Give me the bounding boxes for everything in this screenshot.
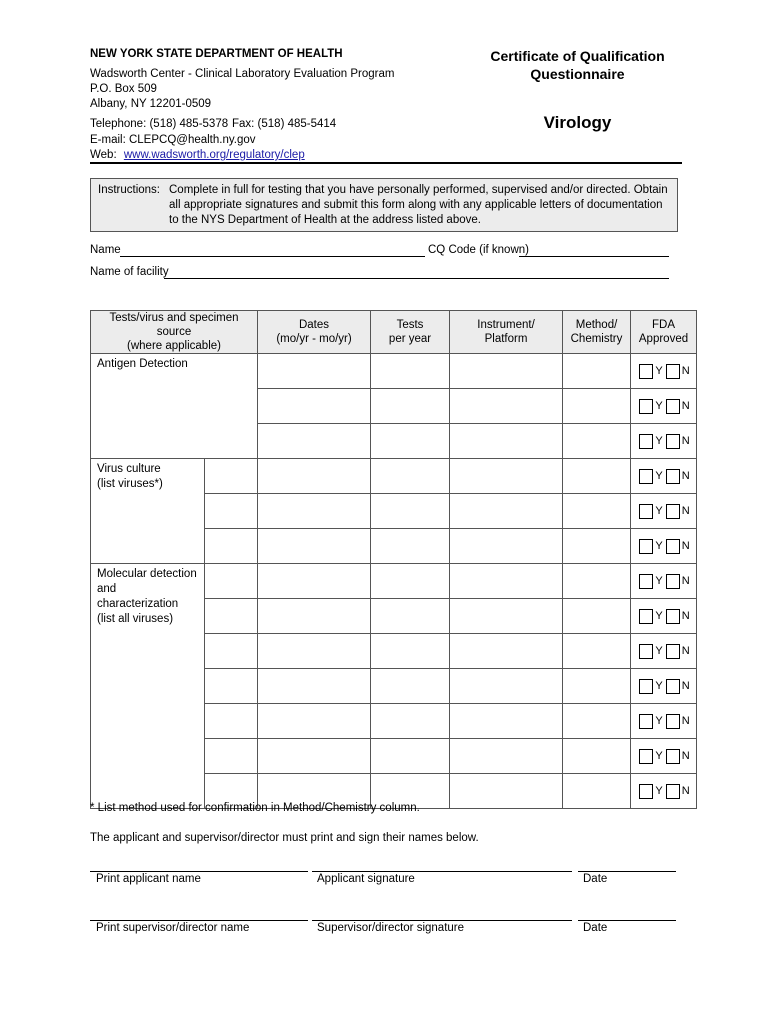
fda-cell [631,599,697,634]
per-year-cell[interactable] [371,564,450,599]
per-year-cell[interactable] [371,389,450,424]
fda-approved-choice [631,749,696,764]
per-year-cell[interactable] [371,494,450,529]
fda-cell [631,529,697,564]
fda-approved-choice [631,504,696,519]
subject-title: Virology [543,113,612,132]
header-tests: Tests/virus and specimen source (where applicable) [91,311,258,354]
table-row [91,564,697,599]
supervisor-date-line[interactable] [578,920,676,921]
certificate-title-line1: Certificate of Qualification [490,48,665,64]
fda-yes-checkbox[interactable] [639,574,653,589]
fda-yes-checkbox[interactable] [639,784,653,799]
applicant-signature-label: Applicant signature [317,873,415,885]
web-link[interactable]: www.wadsworth.org/regulatory/clep [123,149,305,161]
dates-cell[interactable] [258,669,371,704]
fda-yes-label: Y [655,575,663,587]
fda-yes-label: Y [655,750,663,762]
fda-yes-checkbox[interactable] [639,749,653,764]
fda-no-label: N [681,680,690,692]
dates-cell[interactable] [258,354,371,389]
telephone: Telephone: (518) 485-5378 [90,118,229,130]
fda-cell [631,354,697,389]
fda-yes-label: Y [655,470,663,482]
email: E-mail: CLEPCQ@health.ny.gov [90,134,256,146]
fda-no-checkbox[interactable] [666,644,680,659]
instrument-cell[interactable] [450,494,563,529]
fda-yes-checkbox[interactable] [639,679,653,694]
fda-yes-label: Y [655,785,663,797]
header-tests-per-year: Tests per year [371,311,450,354]
agency-name: NEW YORK STATE DEPARTMENT OF HEALTH [90,48,343,60]
fda-no-label: N [681,505,690,517]
header-method: Method/ Chemistry [563,311,631,354]
method-cell[interactable] [563,634,631,669]
testing-table [90,310,697,809]
fda-no-label: N [681,400,690,412]
dates-cell[interactable] [258,529,371,564]
fda-approved-choice [631,364,696,379]
fda-cell [631,704,697,739]
instrument-cell[interactable] [450,354,563,389]
fda-no-label: N [681,645,690,657]
fda-approved-choice [631,539,696,554]
method-cell[interactable] [563,529,631,564]
fda-cell [631,564,697,599]
instrument-cell[interactable] [450,739,563,774]
instructions-label: Instructions: [98,184,160,196]
instrument-cell[interactable] [450,599,563,634]
dates-cell[interactable] [258,389,371,424]
fda-yes-checkbox[interactable] [639,434,653,449]
fda-no-label: N [681,365,690,377]
fax: Fax: (518) 485-5414 [232,118,337,130]
fda-yes-label: Y [655,400,663,412]
fda-yes-checkbox[interactable] [639,399,653,414]
fda-cell [631,494,697,529]
applicant-signature-line[interactable] [312,871,572,872]
fda-yes-checkbox[interactable] [639,609,653,624]
fda-cell [631,424,697,459]
per-year-cell[interactable] [371,459,450,494]
fda-cell [631,739,697,774]
fda-no-label: N [681,750,690,762]
facility-label: Name of facility [90,266,169,278]
fda-yes-label: Y [655,505,663,517]
city-address: Albany, NY 12201-0509 [90,98,212,110]
method-cell[interactable] [563,704,631,739]
fda-no-label: N [681,435,690,447]
fda-yes-checkbox[interactable] [639,644,653,659]
header-fda-approved: FDA Approved [631,311,697,354]
fda-approved-choice [631,644,696,659]
fda-no-checkbox[interactable] [666,399,680,414]
fda-yes-checkbox[interactable] [639,364,653,379]
fda-cell [631,634,697,669]
applicant-name-label: Print applicant name [96,873,201,885]
fda-yes-checkbox[interactable] [639,504,653,519]
name-label: Name [90,244,121,256]
fda-no-label: N [681,575,690,587]
virus-cell[interactable] [205,634,258,669]
dates-cell[interactable] [258,424,371,459]
header-instrument: Instrument/ Platform [450,311,563,354]
virus-cell[interactable] [205,739,258,774]
instrument-cell[interactable] [450,389,563,424]
fda-no-checkbox[interactable] [666,784,680,799]
table-row [91,354,697,389]
supervisor-signature-label: Supervisor/director signature [317,922,465,934]
group-molecular-detection: Molecular detection and characterization (list all viruses) [91,564,205,809]
method-cell[interactable] [563,424,631,459]
fda-no-label: N [681,785,690,797]
instrument-cell[interactable] [450,669,563,704]
fda-cell [631,389,697,424]
po-box: P.O. Box 509 [90,83,157,95]
header-divider [90,162,682,164]
fda-no-label: N [681,715,690,727]
center-name: Wadsworth Center - Clinical Laboratory Evaluation Program [90,68,395,80]
cq-code-label: CQ Code (if known) [428,244,529,256]
fda-yes-label: Y [655,645,663,657]
applicant-date-label: Date [583,873,608,885]
per-year-cell[interactable] [371,634,450,669]
instructions-box [90,178,678,232]
sign-instruction: The applicant and supervisor/director must print and sign their names below. [90,832,479,844]
fda-yes-checkbox[interactable] [639,469,653,484]
fda-cell [631,459,697,494]
dates-cell[interactable] [258,494,371,529]
footnote: * List method used for confirmation in Method/Chemistry column. [90,802,420,814]
dates-cell[interactable] [258,634,371,669]
name-input[interactable] [120,256,425,257]
fda-yes-checkbox[interactable] [639,539,653,554]
per-year-cell[interactable] [371,354,450,389]
per-year-cell[interactable] [371,669,450,704]
fda-approved-choice [631,434,696,449]
method-cell[interactable] [563,774,631,809]
virus-cell[interactable] [205,669,258,704]
applicant-name-line[interactable] [90,871,308,872]
fda-approved-choice [631,469,696,484]
facility-input[interactable] [164,278,669,279]
instructions-text: Complete in full for testing that you have personally performed, supervised and/or directed. Obtain all appropriate signatures and submit this form along with any applicable letters of documentation to the NYS Department of Health at the address listed above. [169,184,668,226]
fda-approved-choice [631,399,696,414]
dates-cell[interactable] [258,459,371,494]
dates-cell[interactable] [258,704,371,739]
fda-no-checkbox[interactable] [666,504,680,519]
fda-no-checkbox[interactable] [666,609,680,624]
method-cell[interactable] [563,739,631,774]
fda-approved-choice [631,609,696,624]
per-year-cell[interactable] [371,739,450,774]
virus-cell[interactable] [205,529,258,564]
instrument-cell[interactable] [450,704,563,739]
fda-approved-choice [631,714,696,729]
fda-no-checkbox[interactable] [666,574,680,589]
supervisor-date-label: Date [583,922,608,934]
per-year-cell[interactable] [371,704,450,739]
dates-cell[interactable] [258,599,371,634]
fda-no-checkbox[interactable] [666,434,680,449]
web-label: Web: [90,149,117,161]
instrument-cell[interactable] [450,459,563,494]
fda-no-checkbox[interactable] [666,364,680,379]
fda-yes-label: Y [655,435,663,447]
instrument-cell[interactable] [450,529,563,564]
fda-no-checkbox[interactable] [666,714,680,729]
method-cell[interactable] [563,599,631,634]
certificate-title-line2: Questionnaire [530,66,625,82]
fda-approved-choice [631,784,696,799]
fda-no-checkbox[interactable] [666,539,680,554]
instrument-cell[interactable] [450,564,563,599]
method-cell[interactable] [563,494,631,529]
virus-cell[interactable] [205,599,258,634]
method-cell[interactable] [563,354,631,389]
fda-yes-label: Y [655,610,663,622]
virus-cell[interactable] [205,459,258,494]
fda-yes-label: Y [655,540,663,552]
per-year-cell[interactable] [371,599,450,634]
fda-cell [631,774,697,809]
fda-approved-choice [631,679,696,694]
table-header-row [91,311,697,354]
fda-no-label: N [681,610,690,622]
virus-cell[interactable] [205,704,258,739]
fda-no-label: N [681,470,690,482]
instrument-cell[interactable] [450,634,563,669]
method-cell[interactable] [563,669,631,704]
fda-no-checkbox[interactable] [666,749,680,764]
dates-cell[interactable] [258,739,371,774]
fda-no-checkbox[interactable] [666,469,680,484]
virus-cell[interactable] [205,494,258,529]
fda-yes-label: Y [655,680,663,692]
method-cell[interactable] [563,459,631,494]
cq-code-input[interactable] [519,256,669,257]
fda-yes-label: Y [655,365,663,377]
supervisor-name-label: Print supervisor/director name [96,922,250,934]
group-antigen-detection: Antigen Detection [91,354,258,459]
supervisor-name-line[interactable] [90,920,308,921]
group-virus-culture: Virus culture (list viruses*) [91,459,205,564]
table-row [91,459,697,494]
instrument-cell[interactable] [450,774,563,809]
supervisor-signature-line[interactable] [312,920,572,921]
virus-cell[interactable] [205,564,258,599]
fda-yes-checkbox[interactable] [639,714,653,729]
web-row [90,148,305,163]
instrument-cell[interactable] [450,424,563,459]
fda-yes-label: Y [655,715,663,727]
method-cell[interactable] [563,564,631,599]
fda-approved-choice [631,574,696,589]
method-cell[interactable] [563,389,631,424]
applicant-date-line[interactable] [578,871,676,872]
fda-no-checkbox[interactable] [666,679,680,694]
per-year-cell[interactable] [371,529,450,564]
dates-cell[interactable] [258,564,371,599]
header-dates: Dates (mo/yr - mo/yr) [258,311,371,354]
certificate-title [480,47,675,83]
fda-cell [631,669,697,704]
fda-no-label: N [681,540,690,552]
per-year-cell[interactable] [371,424,450,459]
